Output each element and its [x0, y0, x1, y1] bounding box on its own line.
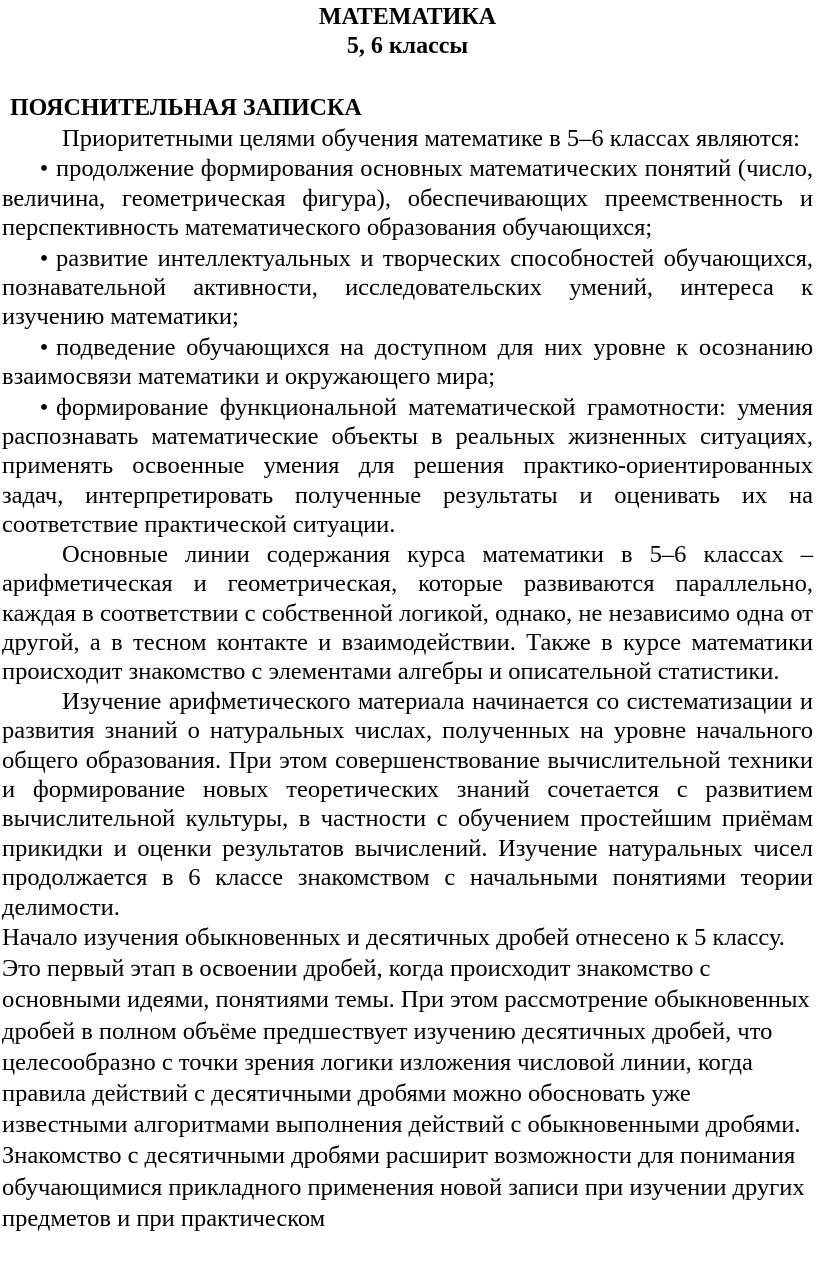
document-title: МАТЕМАТИКА [318, 4, 497, 30]
bullet-item-3 [2, 333, 813, 392]
bullet-text: продолжение формирования основных математических понятий (число, величина, геометрическая фигура), обеспечивающих преемственность и перспективность математического образования обучающихся; [2, 155, 813, 242]
bullet-text: подведение обучающихся на доступном для них уровне к осознанию взаимосвязи математики и окружающего мира; [2, 333, 813, 391]
bullet-item-4 [2, 393, 813, 540]
bullet-icon: • [39, 333, 49, 361]
intro-paragraph: Приоритетными целями обучения математике в 5–6 классах являются: [62, 125, 800, 152]
bullet-icon: • [39, 155, 49, 183]
bullet-item-2 [2, 244, 813, 332]
bullet-icon: • [39, 393, 49, 421]
paragraph-fractions: Начало изучения обыкновенных и десятичных дробей отнесено к 5 классу. Это первый этап в освоении дробей, когда происходит знакомство с основными идеями, понятиями темы. При этом рассмотрение обыкновенных дробей в полном объёме предшествует изучению десятичных дробей, что целесообразно с точки зрения логики изложения числовой линии, когда правила действий с десятичными дробями можно обосновать уже известными алгоритмами выполнения действий с обыкновенными дробями. Знакомство с десятичными дробями расширит возможности для понимания обучающимися прикладного применения новой записи при изучении других предметов и при практическом [2, 923, 810, 1232]
document-subtitle: 5, 6 классы [346, 33, 469, 59]
paragraph-content-lines: Основные линии содержания курса математики в 5–6 классах – арифметическая и геометрическая, которые развиваются параллельно, каждая в соответствии с собственной логикой, однако, не независимо одна от другой, а в тесном контакте и взаимодействии. Также в курсе математики происходит знакомство с элементами алгебры и описательной статистики. [2, 540, 813, 686]
bullet-item-1 [2, 154, 813, 242]
bullet-text: развитие интеллектуальных и творческих способностей обучающихся, познавательной активности, исследовательских умений, интереса к изучению математики; [2, 244, 813, 331]
bullet-text: формирование функциональной математической грамотности: умения распознавать математические объекты в реальных жизненных ситуациях, применять освоенные умения для решения практико-ориентированных задач, интерпретировать полученные результаты и оценивать их на соответствие практической ситуации. [2, 393, 813, 539]
section-heading: ПОЯСНИТЕЛЬНАЯ ЗАПИСКА [10, 95, 362, 121]
bullet-icon: • [39, 244, 49, 272]
paragraph-arithmetic: Изучение арифметического материала начинается со систематизации и развития знаний о натуральных числах, полученных на уровне начального общего образования. При этом совершенствование вычислительной техники и формирование новых теоретических знаний сочетается с развитием вычислительной культуры, в частности с обучением простейшим приёмам прикидки и оценки результатов вычислений. Изучение натуральных чисел продолжается в 6 классе знакомством с начальными понятиями теории делимости. [2, 687, 813, 921]
